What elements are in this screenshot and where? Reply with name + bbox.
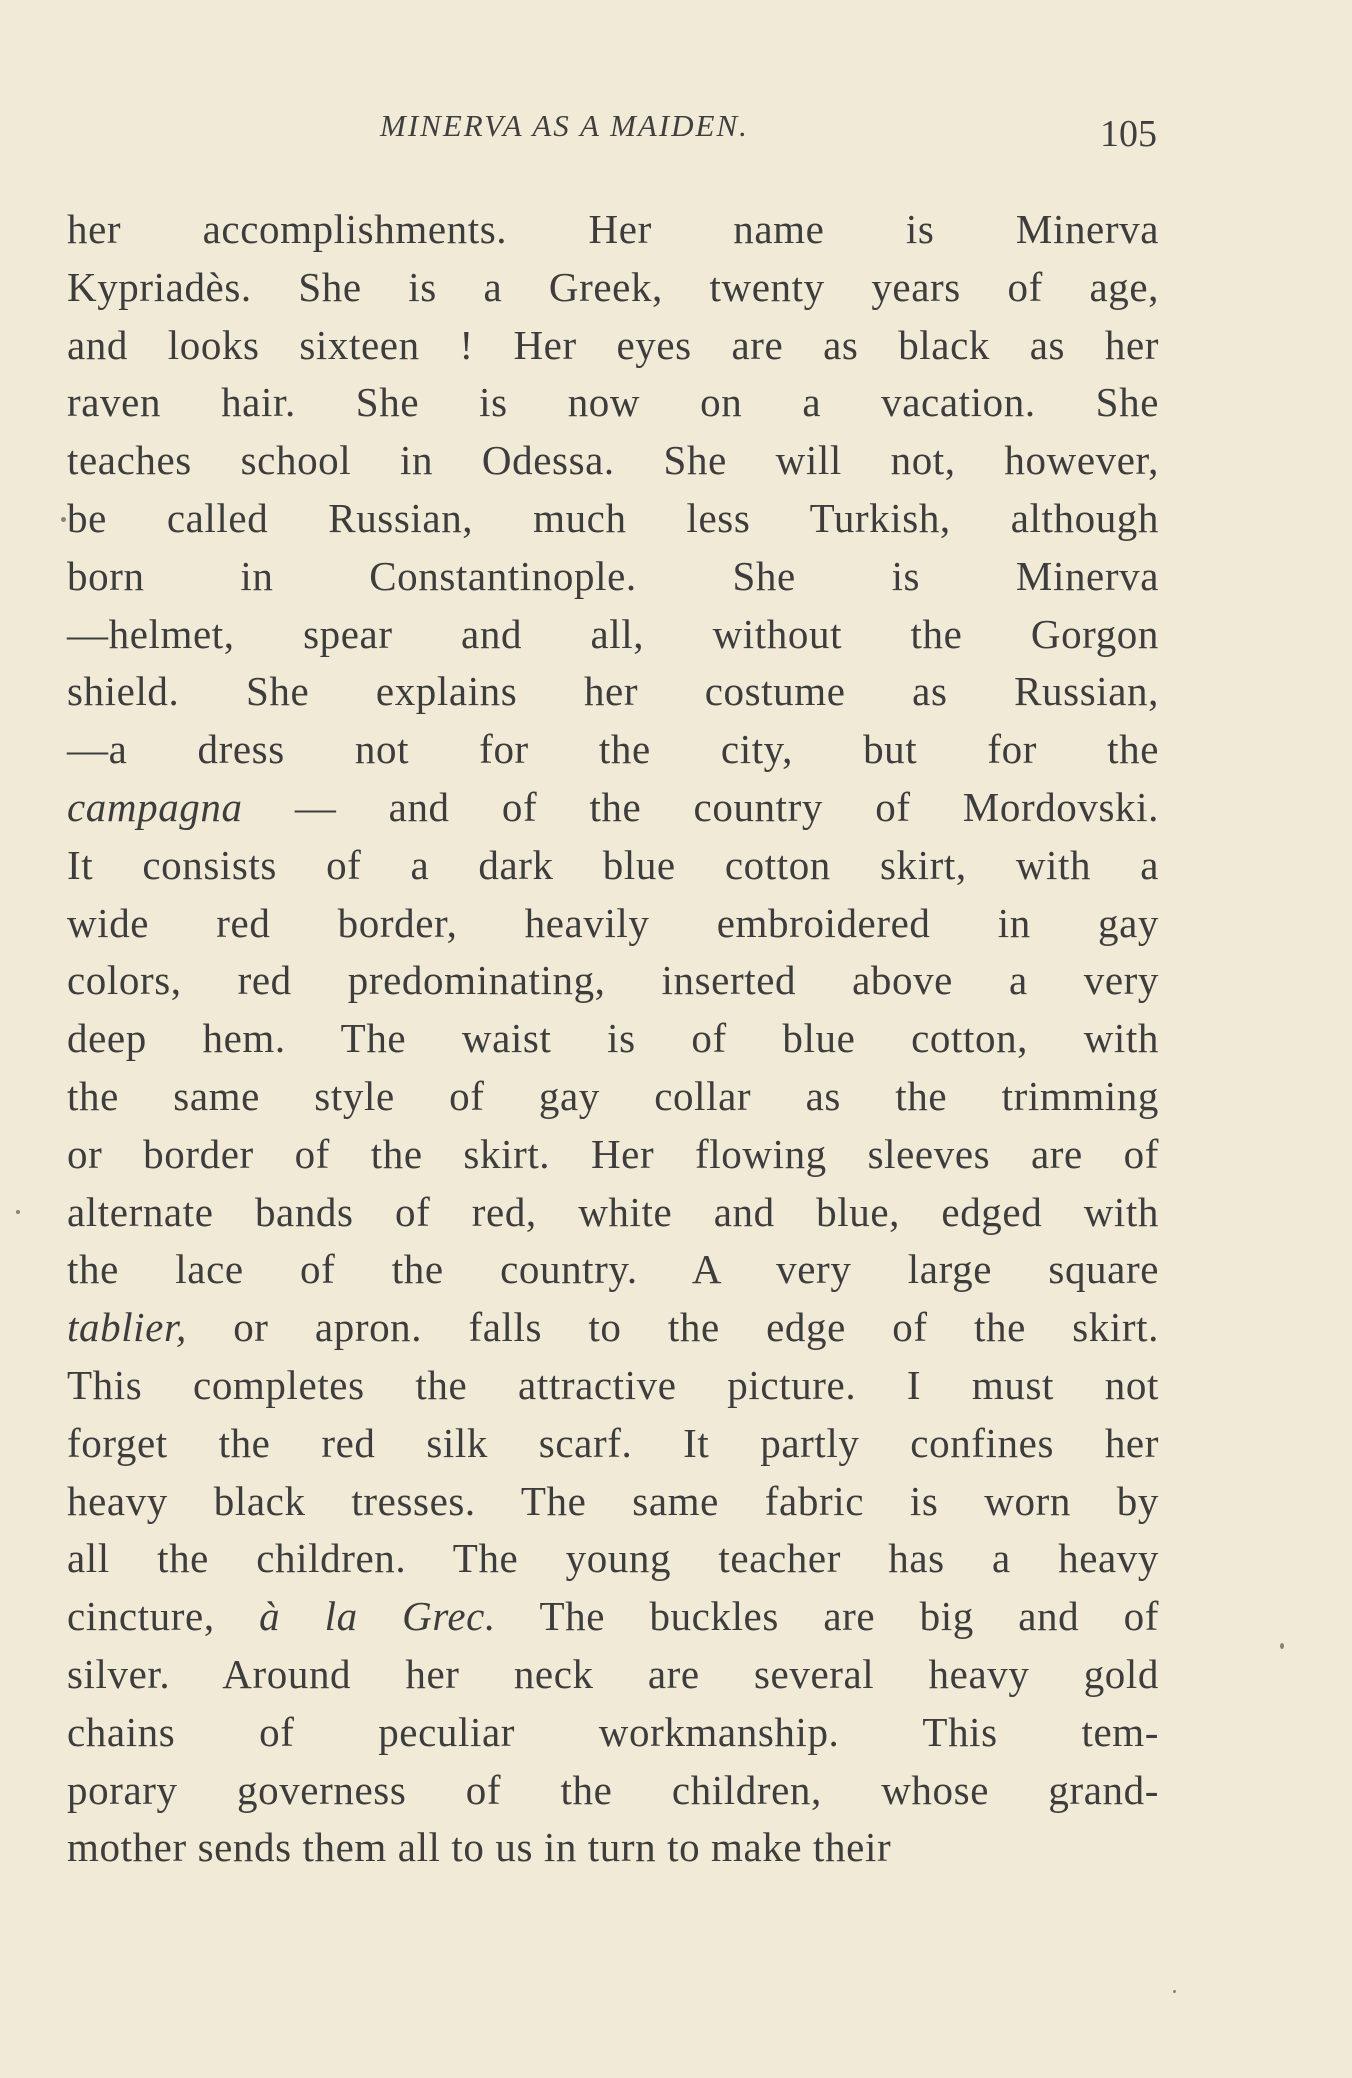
text-line: colors, red predominating, inserted above a very: [67, 957, 1159, 1004]
italic-word: campagna: [67, 783, 243, 830]
text-line: born in Constantinople. She is Minerva: [67, 552, 1159, 599]
text-line: This completes the attractive picture. I must not: [67, 1361, 1159, 1408]
text-line: raven hair. She is now on a vacation. She: [67, 379, 1159, 426]
text-line: [67, 1299, 1159, 1357]
paper-speck: [1280, 1643, 1284, 1649]
text-line: alternate bands of red, white and blue, edged with: [67, 1188, 1159, 1235]
text-line: chains of peculiar workmanship. This tem-: [67, 1708, 1159, 1755]
text-line: It consists of a dark blue cotton skirt, with a: [67, 841, 1159, 888]
text-line: silver. Around her neck are several heavy gold: [67, 1650, 1159, 1697]
body-text: [67, 201, 1159, 1877]
text-line: [67, 779, 1159, 837]
text-line: or border of the skirt. Her flowing sleeves are of: [67, 1130, 1159, 1177]
text-line: teaches school in Odessa. She will not, however,: [67, 437, 1159, 484]
line-text: — and of the country of Mordovski.: [242, 783, 1159, 830]
text-line: all the children. The young teacher has a heavy: [67, 1535, 1159, 1582]
italic-word: tablier,: [67, 1304, 187, 1351]
text-line: shield. She explains her costume as Russian,: [67, 668, 1159, 715]
paper-speck: [61, 517, 66, 522]
text-line: and looks sixteen ! Her eyes are as black as her: [67, 321, 1159, 368]
text-line: —a dress not for the city, but for the: [67, 726, 1159, 773]
italic-phrase: à la Grec.: [259, 1593, 496, 1640]
paper-speck: [16, 1210, 20, 1214]
page-number: 105: [1100, 113, 1157, 155]
text-line: heavy black tresses. The same fabric is worn by: [67, 1477, 1159, 1524]
line-text: The buckles are big and of: [495, 1593, 1159, 1640]
text-line: forget the red silk scarf. It partly confines her: [67, 1419, 1159, 1466]
text-line: deep hem. The waist is of blue cotton, with: [67, 1015, 1159, 1062]
running-title: MINERVA AS A MAIDEN.: [380, 108, 749, 143]
text-line: Kypriadès. She is a Greek, twenty years of age,: [67, 263, 1159, 310]
text-line: [67, 1588, 1159, 1646]
line-text: or apron. falls to the edge of the skirt.: [186, 1304, 1159, 1351]
text-line: mother sends them all to us in turn to make their: [67, 1824, 892, 1871]
line-text: cincture,: [67, 1593, 260, 1640]
text-line: the lace of the country. A very large square: [67, 1246, 1159, 1293]
text-line: the same style of gay collar as the trimming: [67, 1072, 1159, 1119]
text-line: her accomplishments. Her name is Minerva: [67, 206, 1159, 252]
text-line: porary governess of the children, whose grand-: [67, 1766, 1159, 1813]
paper-speck: [1173, 1990, 1176, 1993]
text-line: —helmet, spear and all, without the Gorgon: [67, 610, 1159, 657]
text-line: be called Russian, much less Turkish, although: [67, 494, 1159, 541]
text-line: wide red border, heavily embroidered in gay: [67, 899, 1159, 946]
